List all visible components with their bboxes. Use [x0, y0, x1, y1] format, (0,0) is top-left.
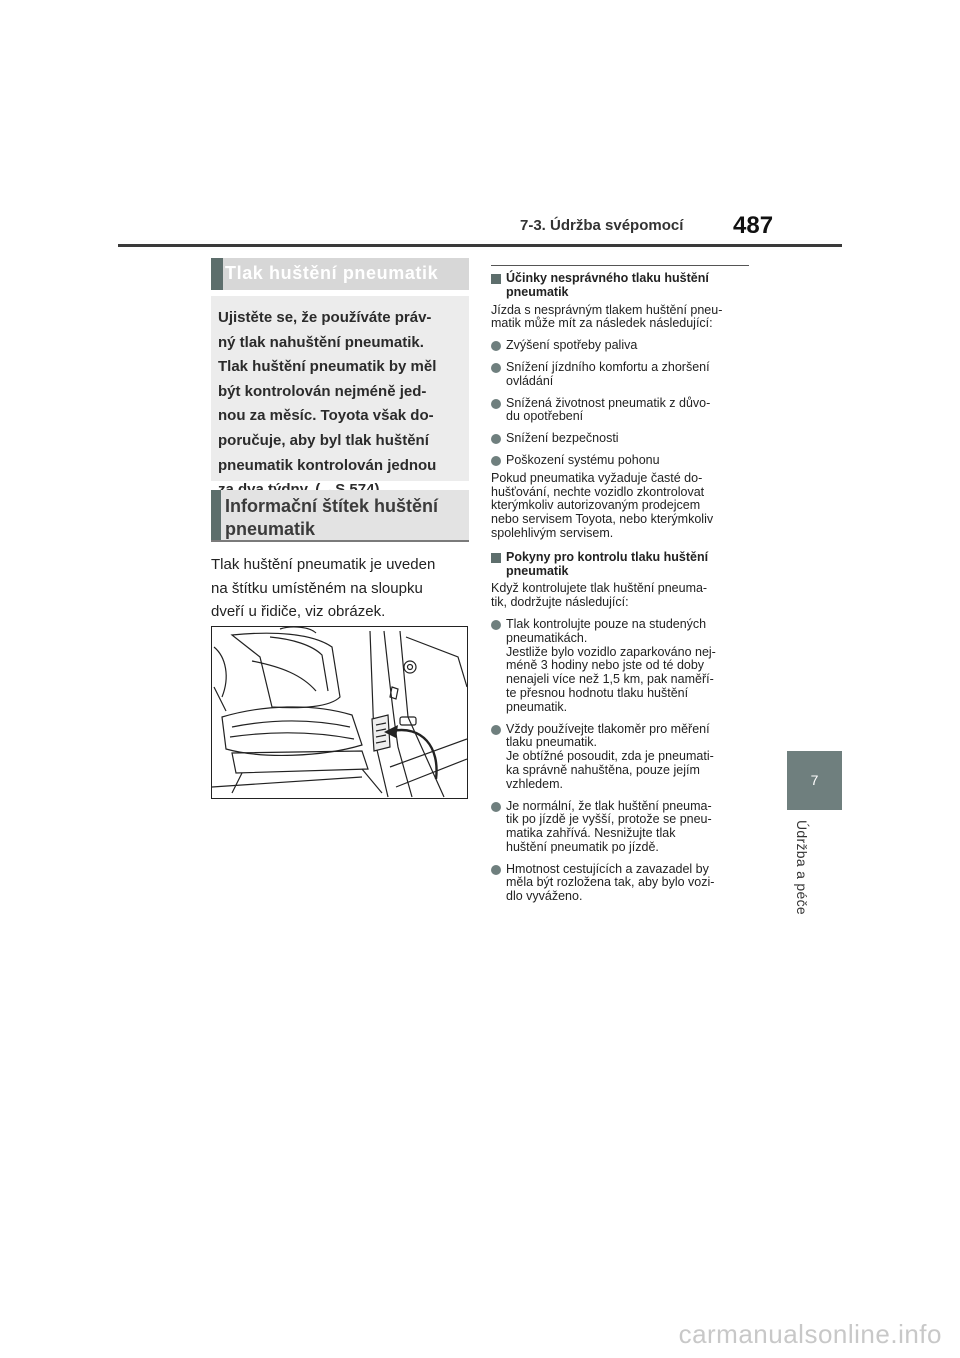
callout-line: pneumatik kontrolován jednou	[218, 456, 437, 474]
watermark: carmanualsonline.info	[678, 1319, 942, 1349]
chapter-title: Údržba a péče	[794, 820, 810, 915]
bullet-text: Snížená životnost pneumatik z důvo- du opotřebení	[506, 395, 711, 424]
subheading-text: Pokyny pro kontrolu tlaku huštění pneumatik	[506, 549, 709, 578]
right-column	[491, 265, 749, 904]
heading-tire-pressure	[211, 258, 469, 290]
callout-line: poručuje, aby byl tlak huštění	[218, 431, 429, 449]
round-bullet-icon	[491, 620, 501, 630]
bullet-text: Zvýšení spotřeby paliva	[506, 338, 638, 353]
round-bullet-icon	[491, 363, 501, 373]
bullet-item	[491, 800, 749, 855]
callout-line: nou za měsíc. Toyota však do-	[218, 407, 434, 425]
square-bullet-icon	[491, 553, 501, 563]
round-bullet-icon	[491, 341, 501, 351]
intro-line: Tlak huštění pneumatik je uveden	[211, 556, 436, 573]
round-bullet-icon	[491, 725, 501, 735]
intro-line: dveří u řidiče, viz obrázek.	[211, 603, 386, 620]
bullet-item	[491, 339, 749, 353]
heading-accent-bar	[211, 258, 223, 290]
heading-text: Informační štítek huštění pneumatik	[225, 496, 439, 539]
bullet-text: Poškození systému pohonu	[506, 452, 660, 467]
heading-accent-bar	[211, 490, 221, 540]
chapter-tab	[787, 751, 842, 810]
round-bullet-icon	[491, 456, 501, 466]
callout-line: ný tlak nahuštění pneumatik.	[218, 333, 424, 351]
intro-text	[211, 553, 473, 624]
subheading-effects	[491, 272, 749, 300]
column-rule	[491, 265, 749, 266]
square-bullet-icon	[491, 274, 501, 284]
bullet-text: Hmotnost cestujících a zavazadel by měla být rozložena tak, aby bylo vozi- dlo vyváženo.	[506, 861, 715, 904]
callout-box	[211, 296, 469, 481]
callout-line: Ujistěte se, že používáte práv-	[218, 309, 432, 326]
bullet-text: Snížení jízdního komfortu a zhoršení ovládání	[506, 359, 710, 388]
bullet-text: Snížení bezpečnosti	[506, 431, 619, 446]
paragraph: Když kontrolujete tlak huštění pneuma- tik, dodržujte následující:	[491, 581, 708, 610]
bullet-text: Je normální, že tlak huštění pneuma- tik po jízdě je vyšší, protože se pneu- matika zahřívá. Nesnižujte tlak huštění pneumatik po jízdě.	[506, 798, 712, 854]
heading-label	[211, 490, 469, 542]
bullet-item	[491, 723, 749, 792]
bullet-text: Vždy používejte tlakoměr pro měření tlaku pneumatik. Je obtížné posoudit, zda je pneumati- ka správně nahuštěna, pouze jejím vzhledem.	[506, 721, 714, 791]
paragraph: Jízda s nesprávným tlakem huštění pneu- matik může mít za následek následující:	[491, 302, 723, 331]
callout-line: Tlak huštění pneumatik by měl	[218, 358, 437, 376]
bullet-item	[491, 397, 749, 425]
round-bullet-icon	[491, 802, 501, 812]
bullet-item	[491, 432, 749, 446]
bullet-item	[491, 863, 749, 904]
bullet-text: Tlak kontrolujte pouze na studených pneumatikách. Jestliže bylo vozidlo zaparkováno nej- méně 3 hodiny nebo jste od té doby nenajeli více než 1,5 km, pak naměří- te přesnou hodnotu tlaku huštění pneumatik.	[506, 616, 716, 714]
heading-text: Tlak huštění pneumatik	[225, 263, 439, 283]
section-title: 7-3. Údržba svépomocí	[520, 217, 684, 234]
round-bullet-icon	[491, 434, 501, 444]
chapter-number: 7	[810, 772, 819, 788]
round-bullet-icon	[491, 399, 501, 409]
bullet-item	[491, 361, 749, 389]
bullet-item	[491, 618, 749, 715]
subheading-text: Účinky nesprávného tlaku huštění pneumatik	[506, 271, 709, 299]
callout-line: být kontrolován nejméně jed-	[218, 382, 427, 400]
header-divider	[118, 244, 842, 247]
intro-line: na štítku umístěném na sloupku	[211, 579, 423, 597]
door-pillar-illustration	[211, 626, 468, 799]
subheading-instructions	[491, 551, 749, 579]
seat-and-door-drawing	[212, 627, 467, 798]
bullet-item	[491, 454, 749, 468]
paragraph: Pokud pneumatika vyžaduje časté do- hušťování, nechte vozidlo zkontrolovat kterýmkoliv autorizovaným prodejcem nebo servisem Toyota, nebo kterýmkoliv spolehlivým servisem.	[491, 470, 714, 540]
round-bullet-icon	[491, 865, 501, 875]
page-number: 487	[733, 212, 774, 239]
